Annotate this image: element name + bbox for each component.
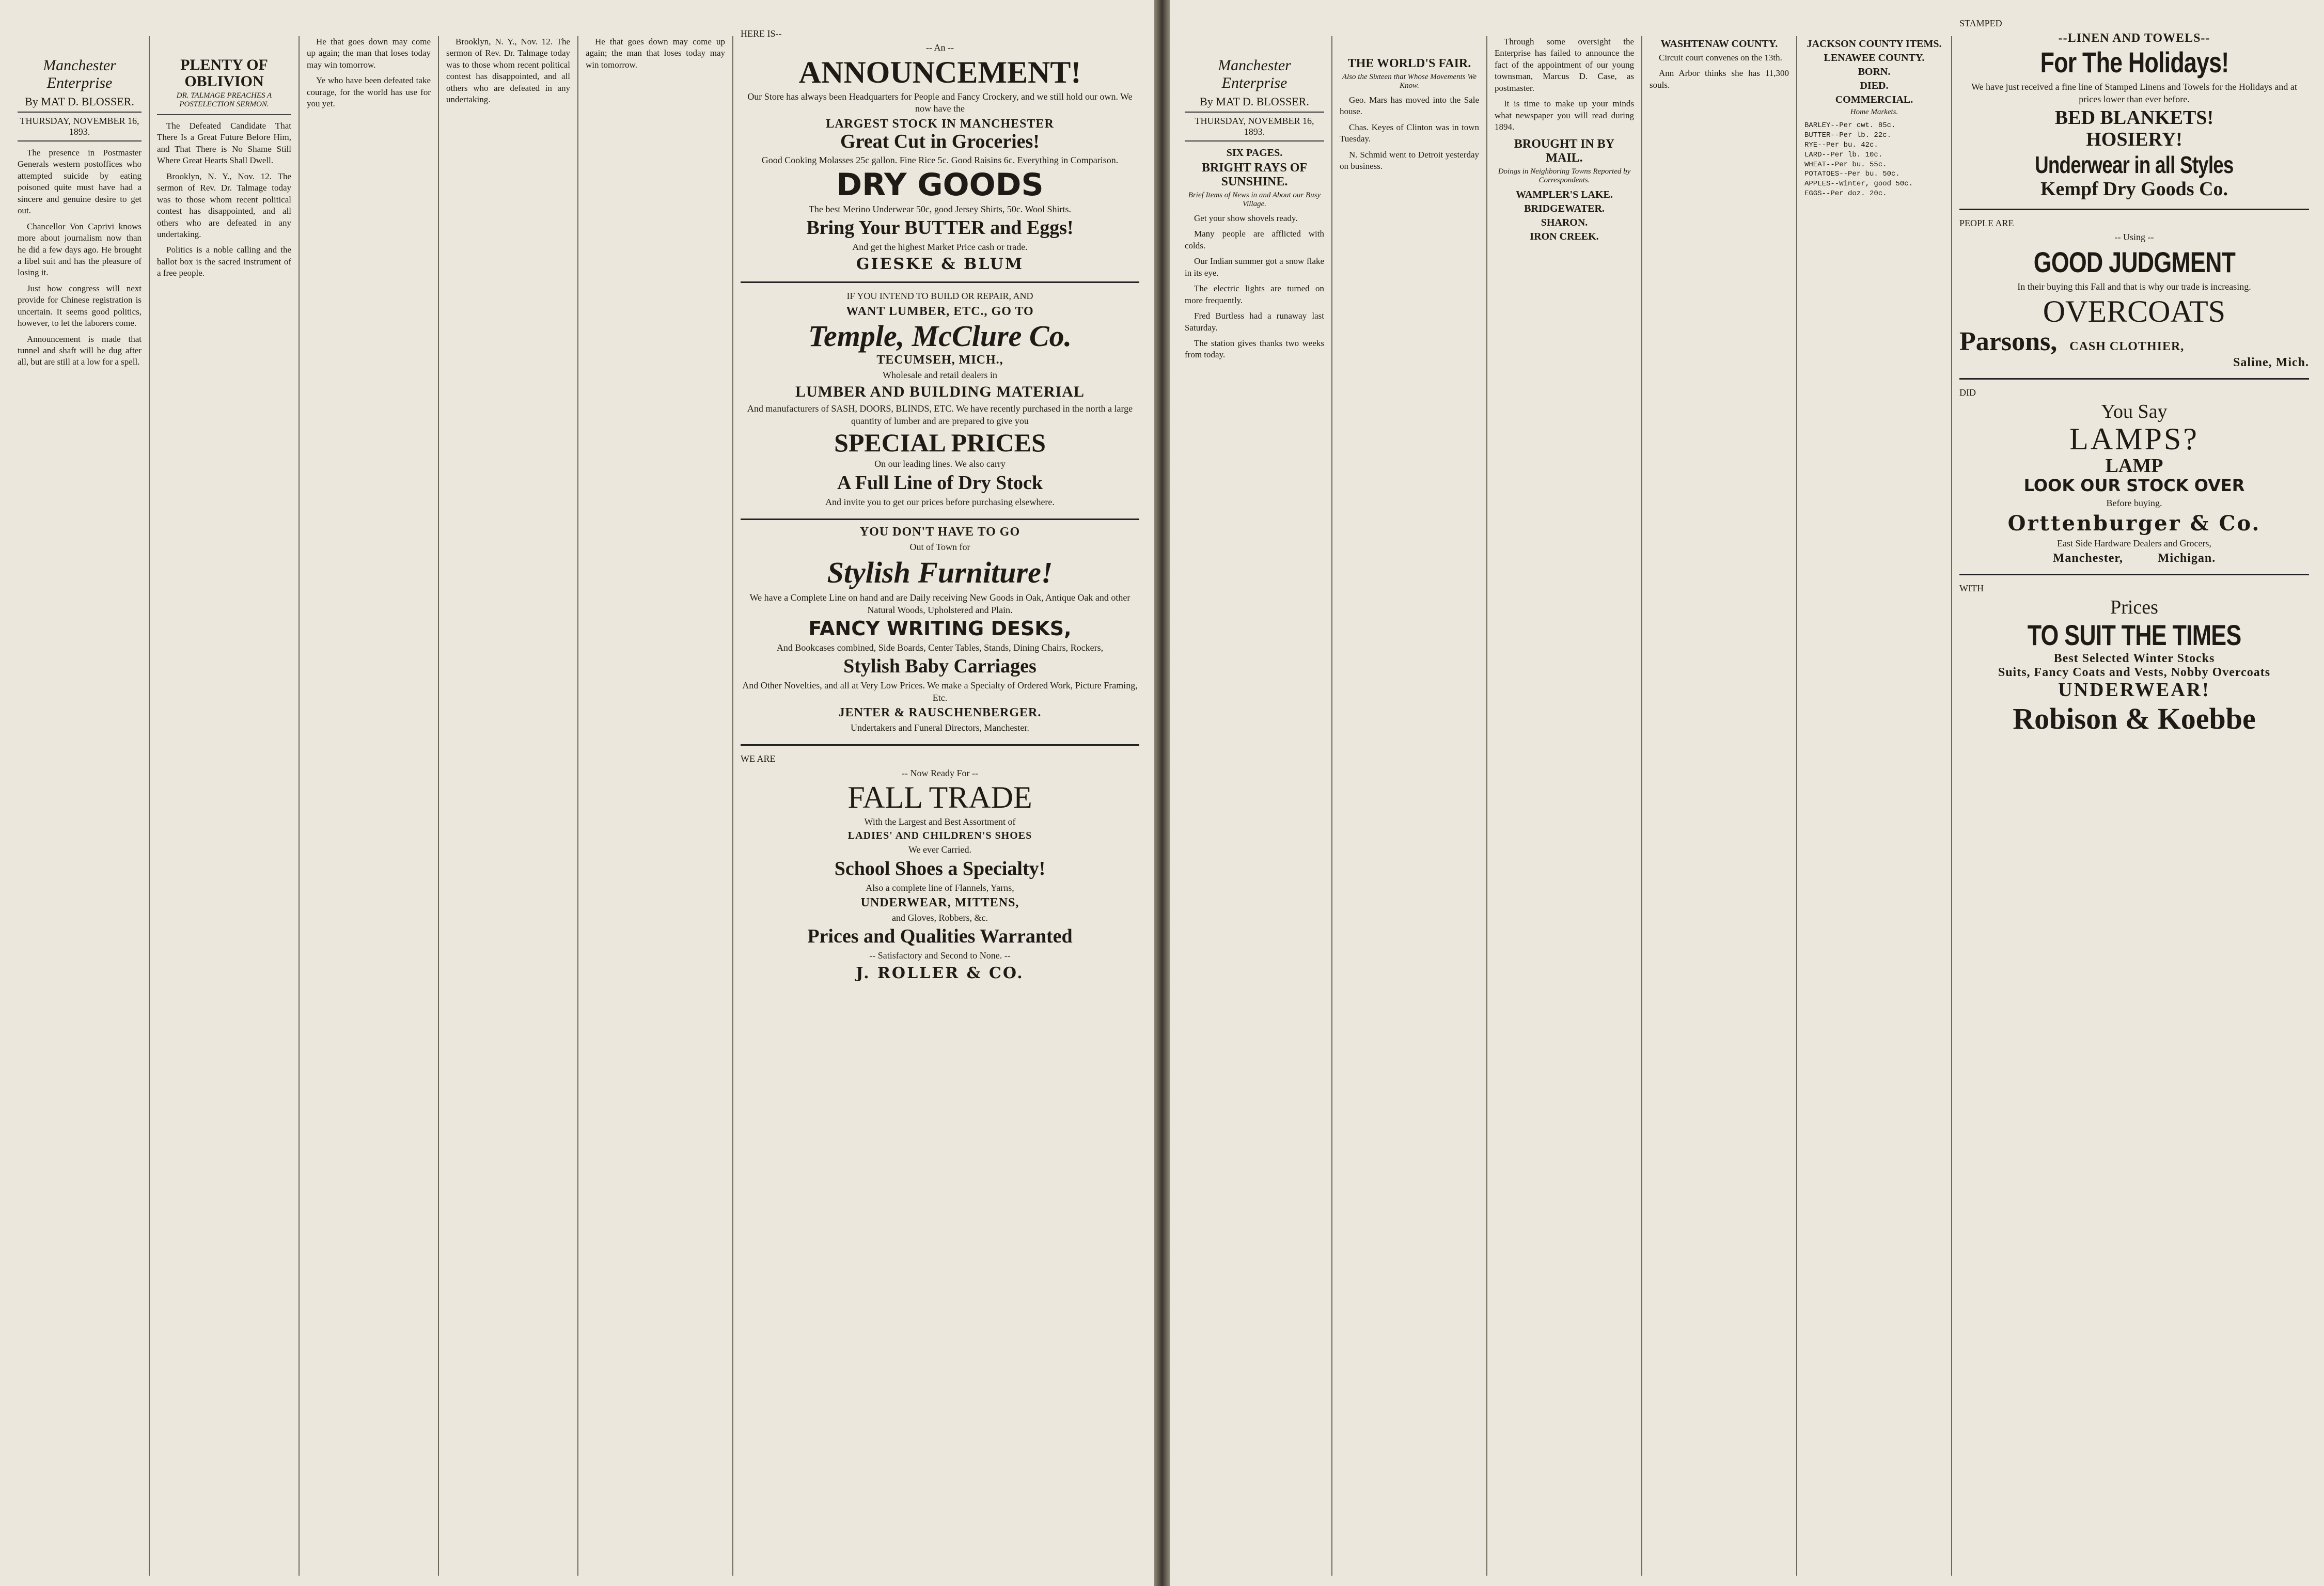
ad-heading: You Say bbox=[2101, 400, 2168, 422]
ad-lead: PEOPLE ARE bbox=[1959, 217, 2014, 228]
ad-kempf-dry-goods bbox=[1959, 10, 2309, 209]
ad-text: And get the highest Market Price cash or trade. bbox=[852, 241, 1028, 252]
ad-text: We ever Carried. bbox=[908, 844, 971, 855]
ad-heading: Suits, Fancy Coats and Vests, Nobby Overcoats bbox=[1998, 666, 2271, 680]
news-paragraph: Announcement is made that tunnel and shaft will be dug after all, but are still at a low for a spell. bbox=[18, 334, 142, 367]
ad-title: GOOD JUDGMENT bbox=[2033, 246, 2235, 279]
market-line: BARLEY--Per cwt. 85c. bbox=[1804, 121, 1896, 130]
ad-heading: UNDERWEAR, MITTENS, bbox=[860, 896, 1019, 910]
ad-text: And Bookcases combined, Side Boards, Center Tables, Stands, Dining Chairs, Rockers, bbox=[776, 642, 1104, 653]
local-item: The station gives thanks two weeks from today. bbox=[1185, 338, 1324, 360]
ad-town: Manchester, bbox=[2052, 552, 2123, 566]
market-line: POTATOES--Per bu. 50c. bbox=[1804, 170, 1900, 179]
byline: By MAT D. BLOSSER. bbox=[18, 95, 142, 113]
ad-signature: J. ROLLER & CO. bbox=[856, 964, 1024, 982]
ad-gieske-blum bbox=[741, 21, 1139, 281]
ad-heading: Underwear in all Styles bbox=[2035, 151, 2234, 178]
byline: By MAT D. BLOSSER. bbox=[1185, 95, 1324, 113]
ad-place: TECUMSEH, MICH., bbox=[876, 353, 1003, 367]
ad-parsons bbox=[1959, 209, 2309, 379]
section-washtenaw: WASHTENAW COUNTY. bbox=[1660, 38, 1778, 50]
ad-heading: LUMBER AND BUILDING MATERIAL bbox=[795, 383, 1085, 401]
local-item: Geo. Mars has moved into the Sale house. bbox=[1340, 95, 1479, 117]
ad-lead: YOU DON'T HAVE TO GO bbox=[859, 525, 1020, 539]
ad-text: Wholesale and retail dealers in bbox=[883, 369, 997, 380]
market-line: LARD--Per lb. 10c. bbox=[1804, 150, 1883, 159]
right-page bbox=[1170, 0, 2324, 1586]
right-col-3 bbox=[1487, 36, 1642, 1576]
section-born: BORN. bbox=[1858, 66, 1891, 77]
local-item: Get your show shovels ready. bbox=[1194, 213, 1298, 223]
right-col-2 bbox=[1332, 36, 1487, 1576]
ad-title: Temple, McClure Co. bbox=[808, 319, 1072, 353]
ad-heading: --LINEN AND TOWELS-- bbox=[2058, 32, 2210, 45]
market-line: RYE--Per bu. 42c. bbox=[1804, 140, 1878, 149]
ad-text: With the Largest and Best Assortment of bbox=[864, 816, 1016, 827]
ad-lead: STAMPED bbox=[1959, 18, 2002, 28]
ad-heading: LARGEST STOCK IN MANCHESTER bbox=[826, 117, 1054, 131]
market-line: WHEAT--Per bu. 55c. bbox=[1804, 160, 1887, 169]
masthead: Manchester Enterprise bbox=[43, 57, 116, 91]
ad-text: Our Store has always been Headquarters for People and Fancy Crockery, and we still hold our own. We now have the bbox=[747, 91, 1133, 114]
ad-dash: -- An -- bbox=[926, 42, 954, 53]
section-jackson: JACKSON COUNTY ITEMS. bbox=[1807, 38, 1942, 50]
sermon-deck: DR. TALMAGE PREACHES A POSTELECTION SERMON. bbox=[176, 91, 272, 108]
section-died: DIED. bbox=[1860, 80, 1889, 91]
ad-parsons-sign bbox=[1959, 328, 2309, 356]
section-wamplers-lake: WAMPLER'S LAKE. bbox=[1516, 189, 1613, 200]
ad-text: Out of Town for bbox=[909, 541, 970, 552]
ad-heading: Best Selected Winter Stocks bbox=[2053, 652, 2215, 666]
ad-text: -- Using -- bbox=[2114, 231, 2154, 242]
ad-heading: OVERCOATS bbox=[2043, 294, 2226, 328]
news-paragraph: Ye who have been defeated take courage, for the world has use for you yet. bbox=[307, 75, 431, 109]
ad-heading: Bring Your BUTTER and Eggs! bbox=[806, 217, 1074, 239]
left-col-5 bbox=[578, 36, 733, 1576]
ad-robison-koebbe bbox=[1959, 574, 2309, 744]
ad-lead: IF YOU INTEND TO BUILD OR REPAIR, AND bbox=[846, 291, 1033, 302]
mail-deck: Doings in Neighboring Towns Reported by Correspondents. bbox=[1498, 167, 1631, 184]
ad-heading: HOSIERY! bbox=[2086, 128, 2182, 150]
ad-title: For The Holidays! bbox=[2040, 46, 2228, 79]
section-bridgewater: BRIDGEWATER. bbox=[1524, 202, 1605, 214]
sermon-headline: PLENTY OF OBLIVION bbox=[180, 56, 268, 90]
right-ads-column bbox=[1952, 10, 2316, 1576]
left-col-2 bbox=[150, 36, 300, 1576]
news-paragraph: He that goes down may come up again; the man that loses today may win tomorrow. bbox=[586, 37, 725, 70]
ad-text: Before buying. bbox=[2106, 497, 2162, 508]
section-commercial: COMMERCIAL. bbox=[1835, 94, 1913, 105]
left-col-3 bbox=[300, 36, 439, 1576]
home-markets-label: Home Markets. bbox=[1850, 108, 1898, 116]
section-lenawee: LENAWEE COUNTY. bbox=[1824, 52, 1925, 64]
local-news-headline: BRIGHT RAYS OF SUNSHINE. bbox=[1201, 161, 1308, 189]
ad-heading: BED BLANKETS! bbox=[2054, 107, 2214, 129]
worlds-fair-headline: THE WORLD'S FAIR. bbox=[1347, 57, 1471, 70]
mail-headline: BROUGHT IN BY MAIL. bbox=[1514, 137, 1615, 165]
ad-subtitle: CASH CLOTHIER, bbox=[2069, 339, 2185, 353]
ad-place: Saline, Mich. bbox=[2233, 356, 2309, 370]
ad-text: and Gloves, Robbers, &c. bbox=[892, 913, 988, 923]
ad-heading: Stylish Baby Carriages bbox=[843, 655, 1037, 678]
local-item: Many people are afflicted with colds. bbox=[1185, 229, 1324, 250]
ad-signature: JENTER & RAUSCHENBERGER. bbox=[838, 705, 1042, 719]
news-paragraph: Circuit court convenes on the 13th. bbox=[1659, 53, 1782, 62]
page-gutter bbox=[1154, 0, 1170, 1586]
ad-heading: LOOK OUR STOCK OVER bbox=[2023, 476, 2245, 496]
ad-text: Undertakers and Funeral Directors, Manchester. bbox=[851, 722, 1029, 733]
left-col-4 bbox=[439, 36, 578, 1576]
ad-heading: WANT LUMBER, ETC., GO TO bbox=[846, 304, 1034, 318]
market-line: EGGS--Per doz. 20c. bbox=[1804, 190, 1887, 198]
ad-text: In their buying this Fall and that is why our trade is increasing. bbox=[2017, 281, 2251, 292]
ad-title: ANNOUNCEMENT! bbox=[798, 55, 1081, 89]
section-sharon: SHARON. bbox=[1541, 216, 1588, 228]
ad-title: Stylish Furniture! bbox=[827, 556, 1053, 590]
ad-heading: A Full Line of Dry Stock bbox=[837, 472, 1043, 494]
ad-location bbox=[1959, 552, 2309, 566]
left-col-1 bbox=[10, 36, 150, 1576]
local-news-deck: Brief Items of News in and About our Busy Village. bbox=[1188, 191, 1321, 208]
right-col-1 bbox=[1177, 36, 1332, 1576]
ad-text: Also a complete line of Flannels, Yarns, bbox=[866, 882, 1014, 893]
ad-signature: Kempf Dry Goods Co. bbox=[2040, 178, 2228, 200]
ad-j-roller bbox=[741, 744, 1139, 990]
local-item: Our Indian summer got a snow flake in its eye. bbox=[1185, 256, 1324, 278]
ad-signature: GIESKE & BLUM bbox=[856, 255, 1024, 274]
ad-text: East Side Hardware Dealers and Grocers, bbox=[2057, 538, 2211, 548]
ad-text: -- Satisfactory and Second to None. -- bbox=[869, 950, 1011, 961]
ad-title: LAMPS? bbox=[2069, 421, 2199, 456]
ad-text: We have just received a fine line of Stamped Linens and Towels for the Holidays and at prices lower than ever before. bbox=[1971, 82, 2297, 104]
ad-lead: HERE IS-- bbox=[741, 28, 782, 39]
six-pages-label: SIX PAGES. bbox=[1226, 147, 1283, 159]
ad-text: And manufacturers of SASH, DOORS, BLINDS, ETC. We have recently purchased in the north a large quantity of lumber and are prepared to give you bbox=[747, 403, 1133, 426]
news-paragraph: Brooklyn, N. Y., Nov. 12. The sermon of Rev. Dr. Talmage today was to those whom recent political contest has disappointed, and all others who are defeated in any undertaking. bbox=[157, 171, 291, 239]
ad-title: FALL TRADE bbox=[847, 780, 1032, 815]
right-col-4 bbox=[1642, 36, 1797, 1576]
ad-text: On our leading lines. We also carry bbox=[874, 459, 1006, 469]
ad-heading: Great Cut in Groceries! bbox=[840, 130, 1040, 152]
ad-text: And invite you to get our prices before purchasing elsewhere. bbox=[825, 496, 1055, 507]
news-paragraph: Brooklyn, N. Y., Nov. 12. The sermon of Rev. Dr. Talmage today was to those whom recent political contest has disappointed, and all others who are defeated in any undertaking. bbox=[446, 37, 570, 105]
left-ads-column bbox=[733, 21, 1147, 1576]
ad-text: The best Merino Underwear 50c, good Jersey Shirts, 50c. Wool Shirts. bbox=[808, 203, 1072, 214]
ad-orttenburger bbox=[1959, 378, 2309, 574]
rule bbox=[157, 114, 291, 115]
ad-heading: FANCY WRITING DESKS, bbox=[808, 617, 1072, 640]
ad-heading: Prices bbox=[2110, 596, 2158, 618]
ad-lead: WE ARE bbox=[741, 753, 776, 764]
local-item: The electric lights are turned on more frequently. bbox=[1185, 284, 1324, 305]
ad-heading: DRY GOODS bbox=[836, 166, 1044, 203]
ad-state: Michigan. bbox=[2157, 552, 2216, 566]
section-iron-creek: IRON CREEK. bbox=[1530, 230, 1599, 242]
ad-text: -- Now Ready For -- bbox=[902, 767, 978, 778]
ad-heading: SPECIAL PRICES bbox=[834, 428, 1046, 457]
ad-signature: Orttenburger & Co. bbox=[2007, 511, 2261, 536]
left-page bbox=[0, 0, 1154, 1586]
ad-jenter-rauschenberger bbox=[741, 519, 1139, 744]
local-item: Fred Burtless had a runaway last Saturday. bbox=[1185, 311, 1324, 333]
ad-temple-mcclure bbox=[741, 281, 1139, 519]
right-col-5 bbox=[1797, 36, 1952, 1576]
ad-heading: School Shoes a Specialty! bbox=[834, 857, 1046, 880]
market-line: APPLES--Winter, good 50c. bbox=[1804, 180, 1913, 189]
dateline: THURSDAY, NOVEMBER 16, 1893. bbox=[18, 113, 142, 142]
news-paragraph: Chancellor Von Caprivi knows more about journalism now than he did a few days ago. He brought a libel suit and has the pleasure of losing it. bbox=[18, 221, 142, 278]
news-paragraph: The Defeated Candidate That There Is a Great Future Before Him, and That There is No Shame Still Where Great Hearts Shall Dwell. bbox=[157, 121, 291, 166]
ad-heading: UNDERWEAR! bbox=[2058, 679, 2210, 701]
news-paragraph: Through some oversight the Enterprise has failed to announce the fact of the appointment of our young townsman, Marcus D. Case, as postmaster. bbox=[1495, 37, 1634, 93]
ad-text: And Other Novelties, and all at Very Low Prices. We make a Specialty of Ordered Work, Picture Framing, Etc. bbox=[742, 680, 1138, 703]
masthead: Manchester Enterprise bbox=[1218, 57, 1291, 91]
ad-signature: Parsons, bbox=[1959, 326, 2058, 356]
ad-heading: Prices and Qualities Warranted bbox=[807, 925, 1073, 948]
ad-signature: Robison & Koebbe bbox=[2013, 702, 2256, 736]
news-paragraph: The presence in Postmaster Generals western postoffices who attempted suicide by eating poisoned quite must have had a sincere and genuine desire to get out. bbox=[18, 148, 142, 216]
news-paragraph: He that goes down may come up again; the man that loses today may win tomorrow. bbox=[307, 37, 431, 70]
ad-lead: WITH bbox=[1959, 583, 1984, 594]
ad-heading: LAMP bbox=[2105, 454, 2163, 477]
market-line: BUTTER--Per lb. 22c. bbox=[1804, 131, 1892, 139]
ad-lead: DID bbox=[1959, 387, 1976, 398]
news-paragraph: Politics is a noble calling and the ballot box is the sacred instrument of a free people. bbox=[157, 245, 291, 278]
local-item: N. Schmid went to Detroit yesterday on business. bbox=[1340, 149, 1479, 171]
ad-heading: LADIES' AND CHILDREN'S SHOES bbox=[847, 830, 1032, 842]
news-paragraph: It is time to make up your minds what newspaper you will read during 1894. bbox=[1495, 99, 1634, 132]
news-paragraph: Ann Arbor thinks she has 11,300 souls. bbox=[1650, 68, 1789, 90]
news-paragraph: Just how congress will next provide for Chinese registration is uncertain. It seems good politics, however, to let the laborers come. bbox=[18, 283, 142, 328]
ad-text: Good Cooking Molasses 25c gallon. Fine Rice 5c. Good Raisins 6c. Everything in Comparison. bbox=[761, 155, 1119, 166]
worlds-fair-deck: Also the Sixteen that Whose Movements We Know. bbox=[1342, 73, 1477, 90]
ad-text: We have a Complete Line on hand and are Daily receiving New Goods in Oak, Antique Oak and other Natural Woods, Upholstered and Plain. bbox=[749, 592, 1130, 615]
dateline: THURSDAY, NOVEMBER 16, 1893. bbox=[1185, 113, 1324, 142]
ad-title: TO SUIT THE TIMES bbox=[2027, 619, 2241, 652]
local-item: Chas. Keyes of Clinton was in town Tuesday. bbox=[1340, 122, 1479, 144]
